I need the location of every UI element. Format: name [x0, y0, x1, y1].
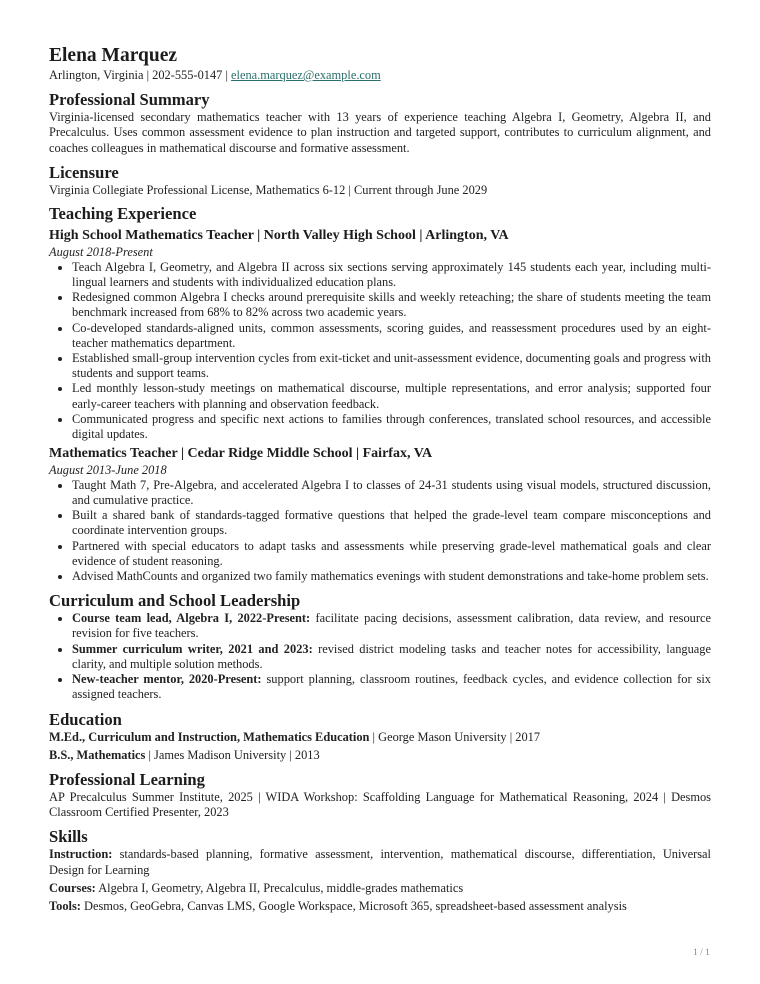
summary-heading: Professional Summary — [49, 90, 210, 110]
skills-label: Tools: — [49, 898, 81, 913]
job-bullet: • Established small-group intervention cycles from exit-ticket and unit-assessment evidence, documenting goals and progress with students and support teams. — [72, 351, 711, 381]
job-bullet: • Co-developed standards-aligned units, common assessments, scoring guides, and reassessment procedures used by an eight-teacher mathematics department. — [72, 321, 711, 351]
summary-text: Virginia-licensed secondary mathematics teacher with 13 years of experience teaching Algebra I, Geometry, Algebra II, and Precalculus. Uses common assessment evidence to plan instruction and targeted support, contributes to curriculum alignment, and coaches colleagues in mathematical discourse and formative assessment. — [49, 110, 711, 155]
leadership-heading: Curriculum and School Leadership — [49, 591, 301, 611]
skills-row — [49, 847, 711, 877]
leadership-detail: support planning, classroom routines, feedback cycles, and evidence collection for six assigned teachers. — [72, 672, 711, 702]
skills-label: Courses: — [49, 880, 96, 895]
job-bullet: • Built a shared bank of standards-tagged formative questions that helped the grade-level team compare misconceptions and coordinate intervention groups. — [72, 508, 711, 538]
licensure-heading: Licensure — [49, 162, 119, 182]
leadership-role: New-teacher mentor, 2020-Present: — [72, 672, 262, 687]
skills-detail: Algebra I, Geometry, Algebra II, Precalculus, middle-grades mathematics — [95, 880, 464, 895]
job-bullet: • Redesigned common Algebra I checks around prerequisite skills and weekly reteaching; the share of students meeting the team benchmark increased from 68% to 82% across two academic years. — [72, 290, 711, 320]
job-title: High School Mathematics Teacher | North Valley High School | Arlington, VA — [49, 228, 509, 244]
job-dates: August 2018-Present — [49, 244, 153, 259]
leadership-list — [49, 611, 711, 702]
job-title: Mathematics Teacher | Cedar Ridge Middle School | Fairfax, VA — [49, 446, 433, 462]
experience-heading: Teaching Experience — [49, 204, 197, 224]
degree-name: B.S., Mathematics — [49, 747, 146, 762]
education-entry — [49, 730, 711, 745]
resume-page — [49, 44, 711, 914]
leadership-item — [72, 611, 711, 641]
skills-detail: standards-based planning, formative assessment, intervention, mathematical discourse, differentiation, Universal Design for Learning — [49, 847, 711, 877]
job-bullet: • Teach Algebra I, Geometry, and Algebra II across six sections serving approximately 145 students each year, including multilingual learners and students with individualized education plans. — [72, 260, 711, 290]
job-bullet: • Advised MathCounts and organized two family mathematics evenings with student demonstrations and take-home problem sets. — [72, 569, 711, 584]
education-entry — [49, 748, 711, 763]
job-bullet-list — [49, 478, 711, 584]
contact-details: Arlington, Virginia | 202-555-0147 | — [49, 68, 232, 82]
job-dates: August 2013-June 2018 — [49, 462, 167, 477]
candidate-name: Elena Marquez — [49, 45, 178, 66]
education-heading: Education — [49, 709, 122, 729]
leadership-item — [72, 672, 711, 702]
page-number: 1 / 1 — [693, 948, 710, 958]
degree-detail: | James Madison University | 2013 — [145, 747, 320, 762]
skills-label: Instruction: — [49, 847, 113, 862]
skills-detail: Desmos, GeoGebra, Canvas LMS, Google Workspace, Microsoft 365, spreadsheet-based assessment analysis — [80, 898, 627, 913]
email-link[interactable]: elena.marquez@example.com — [231, 68, 381, 82]
job-bullet: • Communicated progress and specific next actions to families through conferences, translated school resources, and accessible digital updates. — [72, 412, 711, 442]
skills-heading: Skills — [49, 827, 88, 847]
job-bullet: • Led monthly lesson-study meetings on mathematical discourse, multiple representations, and error analysis; supported four early-career teachers with planning and observation feedback. — [72, 381, 711, 411]
leadership-item — [72, 642, 711, 672]
leadership-detail: revised district modeling tasks and teacher notes for accessibility, language clarity, and multiple solution methods. — [72, 641, 711, 671]
leadership-role: Summer curriculum writer, 2021 and 2023: — [72, 641, 313, 656]
skills-row — [49, 899, 711, 914]
contact-line — [49, 68, 711, 83]
job-bullet: • Partnered with special educators to adapt tasks and assessments while preserving grade-level mathematical goals and clear evidence of student reasoning. — [72, 539, 711, 569]
leadership-role: Course team lead, Algebra I, 2022-Present: — [72, 611, 311, 626]
learning-heading: Professional Learning — [49, 769, 205, 789]
licensure-text: Virginia Collegiate Professional License, Mathematics 6-12 | Current through June 2029 — [49, 182, 488, 197]
leadership-detail: facilitate pacing decisions, assessment calibration, data review, and resource revision for five teachers. — [72, 611, 711, 641]
degree-detail: | George Mason University | 2017 — [369, 729, 541, 744]
job-bullet: • Taught Math 7, Pre-Algebra, and accelerated Algebra I to classes of 24-31 students using visual models, structured discussion, and cumulative practice. — [72, 478, 711, 508]
skills-row — [49, 881, 711, 896]
degree-name: M.Ed., Curriculum and Instruction, Mathematics Education — [49, 729, 370, 744]
learning-text: AP Precalculus Summer Institute, 2025 | WIDA Workshop: Scaffolding Language for Mathematical Reasoning, 2024 | Desmos Classroom Certified Presenter, 2023 — [49, 789, 711, 820]
job-bullet-list — [49, 260, 711, 442]
